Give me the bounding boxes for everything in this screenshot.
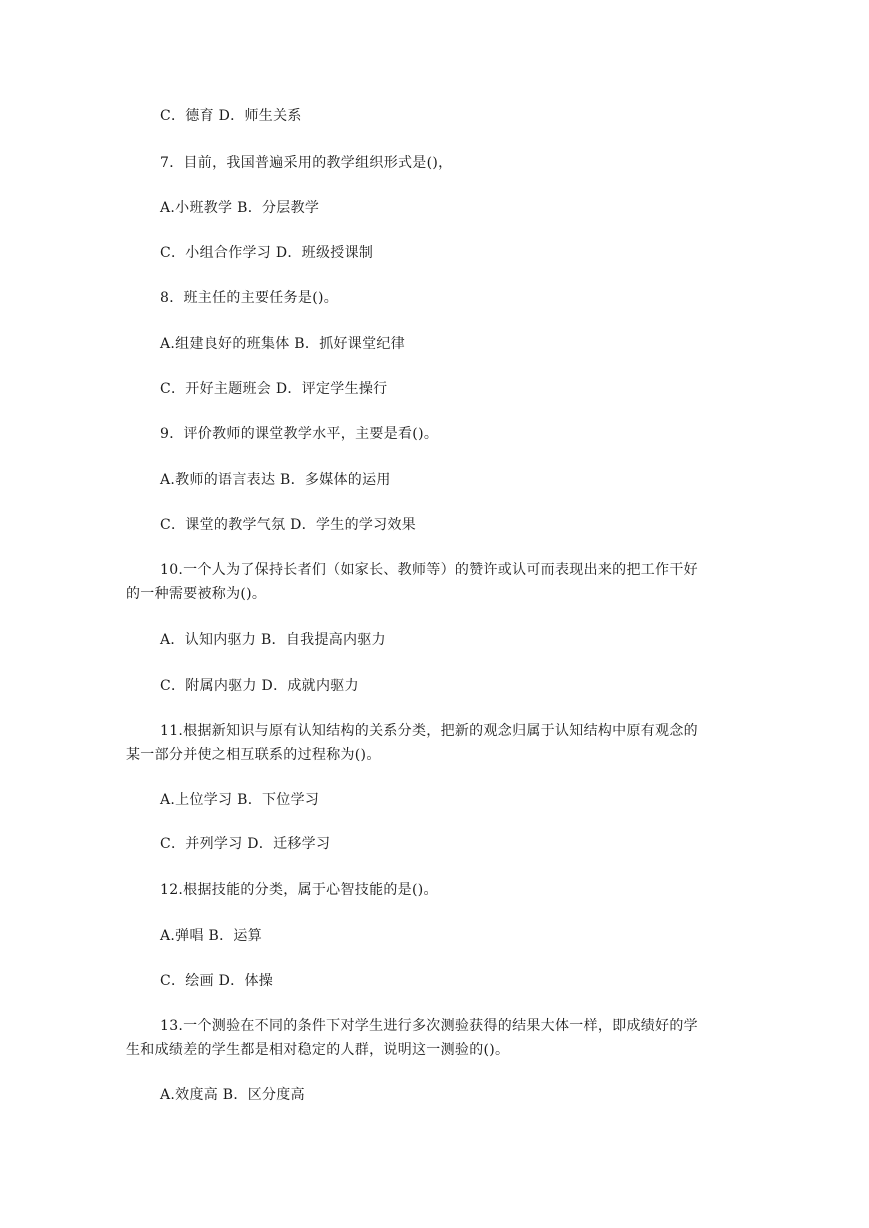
question-10-stem-line-2: 的一种需要被称为()。 — [126, 586, 267, 602]
question-9-options-ab: A.教师的语言表达 B．多媒体的运用 — [160, 472, 391, 488]
question-10-options-ab: A．认知内驱力 B．自我提高内驱力 — [160, 632, 386, 648]
question-13-stem-line-1: 13.一个测验在不同的条件下对学生进行多次测验获得的结果大体一样，即成绩好的学 — [160, 1018, 698, 1034]
question-8-stem: 8．班主任的主要任务是()。 — [160, 290, 339, 306]
question-13-options-ab: A.效度高 B．区分度高 — [160, 1087, 305, 1103]
question-11-stem-line-1: 11.根据新知识与原有认知结构的关系分类，把新的观念归属于认知结构中原有观念的 — [160, 723, 698, 739]
question-8-options-ab: A.组建良好的班集体 B．抓好课堂纪律 — [160, 336, 405, 352]
question-6-options-cd: C．德育 D．师生关系 — [160, 108, 302, 124]
question-7-stem: 7．目前，我国普遍采用的教学组织形式是()， — [160, 155, 453, 171]
question-7-options-cd: C．小组合作学习 D．班级授课制 — [160, 245, 374, 261]
question-11-options-cd: C．并列学习 D．迁移学习 — [160, 836, 331, 852]
question-11-stem-line-2: 某一部分并使之相互联系的过程称为()。 — [126, 747, 381, 763]
question-11-options-ab: A.上位学习 B．下位学习 — [160, 792, 320, 808]
question-12-stem: 12.根据技能的分类，属于心智技能的是()。 — [160, 882, 438, 898]
question-10-stem-line-1: 10.一个人为了保持长者们（如家长、教师等）的赞许或认可而表现出来的把工作干好 — [160, 562, 698, 578]
question-10-options-cd: C．附属内驱力 D．成就内驱力 — [160, 678, 359, 694]
question-9-stem: 9．评价教师的课堂教学水平，主要是看()。 — [160, 426, 439, 442]
question-12-options-ab: A.弹唱 B．运算 — [160, 928, 262, 944]
question-13-stem-line-2: 生和成绩差的学生都是相对稳定的人群，说明这一测验的()。 — [126, 1042, 510, 1058]
question-9-options-cd: C．课堂的教学气氛 D．学生的学习效果 — [160, 517, 417, 533]
question-12-options-cd: C．绘画 D．体操 — [160, 973, 274, 989]
question-8-options-cd: C．开好主题班会 D．评定学生操行 — [160, 381, 388, 397]
question-7-options-ab: A.小班教学 B．分层教学 — [160, 200, 320, 216]
